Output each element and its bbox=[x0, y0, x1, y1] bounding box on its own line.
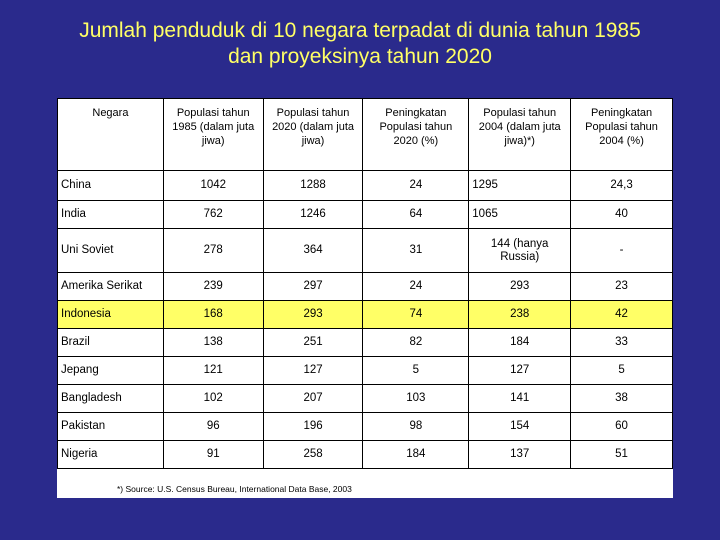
cell-country: China bbox=[58, 171, 164, 201]
cell-value: 297 bbox=[263, 273, 363, 301]
slide-title bbox=[0, 18, 720, 70]
cell-value: 138 bbox=[163, 329, 263, 357]
cell-value: 33 bbox=[571, 329, 673, 357]
cell-value: 51 bbox=[571, 441, 673, 469]
table-row bbox=[58, 201, 673, 229]
cell-country: Indonesia bbox=[58, 301, 164, 329]
cell-value: 144 (hanya Russia) bbox=[469, 229, 571, 273]
cell-value: 103 bbox=[363, 385, 469, 413]
cell-value: 82 bbox=[363, 329, 469, 357]
cell-country: Pakistan bbox=[58, 413, 164, 441]
header-populasi-1985: Populasi tahun 1985 (dalam juta jiwa) bbox=[163, 99, 263, 171]
cell-value: 1065 bbox=[469, 201, 571, 229]
header-negara: Negara bbox=[58, 99, 164, 171]
cell-value: 74 bbox=[363, 301, 469, 329]
cell-value: 127 bbox=[263, 357, 363, 385]
cell-value: 38 bbox=[571, 385, 673, 413]
cell-value: 24 bbox=[363, 273, 469, 301]
cell-value: 293 bbox=[469, 273, 571, 301]
table-row-highlighted bbox=[58, 301, 673, 329]
cell-country: Amerika Serikat bbox=[58, 273, 164, 301]
cell-country: Nigeria bbox=[58, 441, 164, 469]
table-row bbox=[58, 171, 673, 201]
cell-value: 364 bbox=[263, 229, 363, 273]
cell-value: 137 bbox=[469, 441, 571, 469]
table-panel bbox=[57, 98, 673, 498]
cell-value: 239 bbox=[163, 273, 263, 301]
cell-value: 1042 bbox=[163, 171, 263, 201]
title-line-1: Jumlah penduduk di 10 negara terpadat di dunia tahun 1985 bbox=[79, 19, 641, 42]
cell-country: Bangladesh bbox=[58, 385, 164, 413]
cell-value: 60 bbox=[571, 413, 673, 441]
cell-value: 196 bbox=[263, 413, 363, 441]
cell-country: Jepang bbox=[58, 357, 164, 385]
table-row bbox=[58, 441, 673, 469]
cell-value: 1288 bbox=[263, 171, 363, 201]
header-peningkatan-2004: Peningkatan Populasi tahun 2004 (%) bbox=[571, 99, 673, 171]
header-peningkatan-2020: Peningkatan Populasi tahun 2020 (%) bbox=[363, 99, 469, 171]
source-note: *) Source: U.S. Census Bureau, International Data Base, 2003 bbox=[117, 484, 352, 494]
cell-value: 154 bbox=[469, 413, 571, 441]
cell-value: 91 bbox=[163, 441, 263, 469]
cell-value: 1295 bbox=[469, 171, 571, 201]
cell-value: 184 bbox=[469, 329, 571, 357]
cell-value: 251 bbox=[263, 329, 363, 357]
table-header-row bbox=[58, 99, 673, 171]
table-row bbox=[58, 357, 673, 385]
header-populasi-2004: Populasi tahun 2004 (dalam juta jiwa)*) bbox=[469, 99, 571, 171]
cell-value: 207 bbox=[263, 385, 363, 413]
cell-value: 64 bbox=[363, 201, 469, 229]
cell-value: 24 bbox=[363, 171, 469, 201]
population-table bbox=[57, 98, 673, 469]
cell-value: 258 bbox=[263, 441, 363, 469]
cell-value: - bbox=[571, 229, 673, 273]
cell-value: 31 bbox=[363, 229, 469, 273]
cell-value: 184 bbox=[363, 441, 469, 469]
cell-value: 102 bbox=[163, 385, 263, 413]
title-line-2: dan proyeksinya tahun 2020 bbox=[228, 45, 492, 68]
cell-value: 40 bbox=[571, 201, 673, 229]
cell-value: 127 bbox=[469, 357, 571, 385]
cell-value: 5 bbox=[363, 357, 469, 385]
table-row bbox=[58, 329, 673, 357]
cell-value: 168 bbox=[163, 301, 263, 329]
cell-value: 96 bbox=[163, 413, 263, 441]
cell-value: 24,3 bbox=[571, 171, 673, 201]
table-row bbox=[58, 413, 673, 441]
table-row bbox=[58, 273, 673, 301]
cell-value: 238 bbox=[469, 301, 571, 329]
cell-country: Uni Soviet bbox=[58, 229, 164, 273]
table-row bbox=[58, 229, 673, 273]
cell-value: 762 bbox=[163, 201, 263, 229]
cell-country: Brazil bbox=[58, 329, 164, 357]
cell-value: 141 bbox=[469, 385, 571, 413]
cell-value: 5 bbox=[571, 357, 673, 385]
cell-value: 293 bbox=[263, 301, 363, 329]
cell-value: 121 bbox=[163, 357, 263, 385]
cell-value: 1246 bbox=[263, 201, 363, 229]
cell-value: 23 bbox=[571, 273, 673, 301]
cell-country: India bbox=[58, 201, 164, 229]
header-populasi-2020: Populasi tahun 2020 (dalam juta jiwa) bbox=[263, 99, 363, 171]
table-row bbox=[58, 385, 673, 413]
cell-value: 278 bbox=[163, 229, 263, 273]
cell-value: 42 bbox=[571, 301, 673, 329]
cell-value: 98 bbox=[363, 413, 469, 441]
